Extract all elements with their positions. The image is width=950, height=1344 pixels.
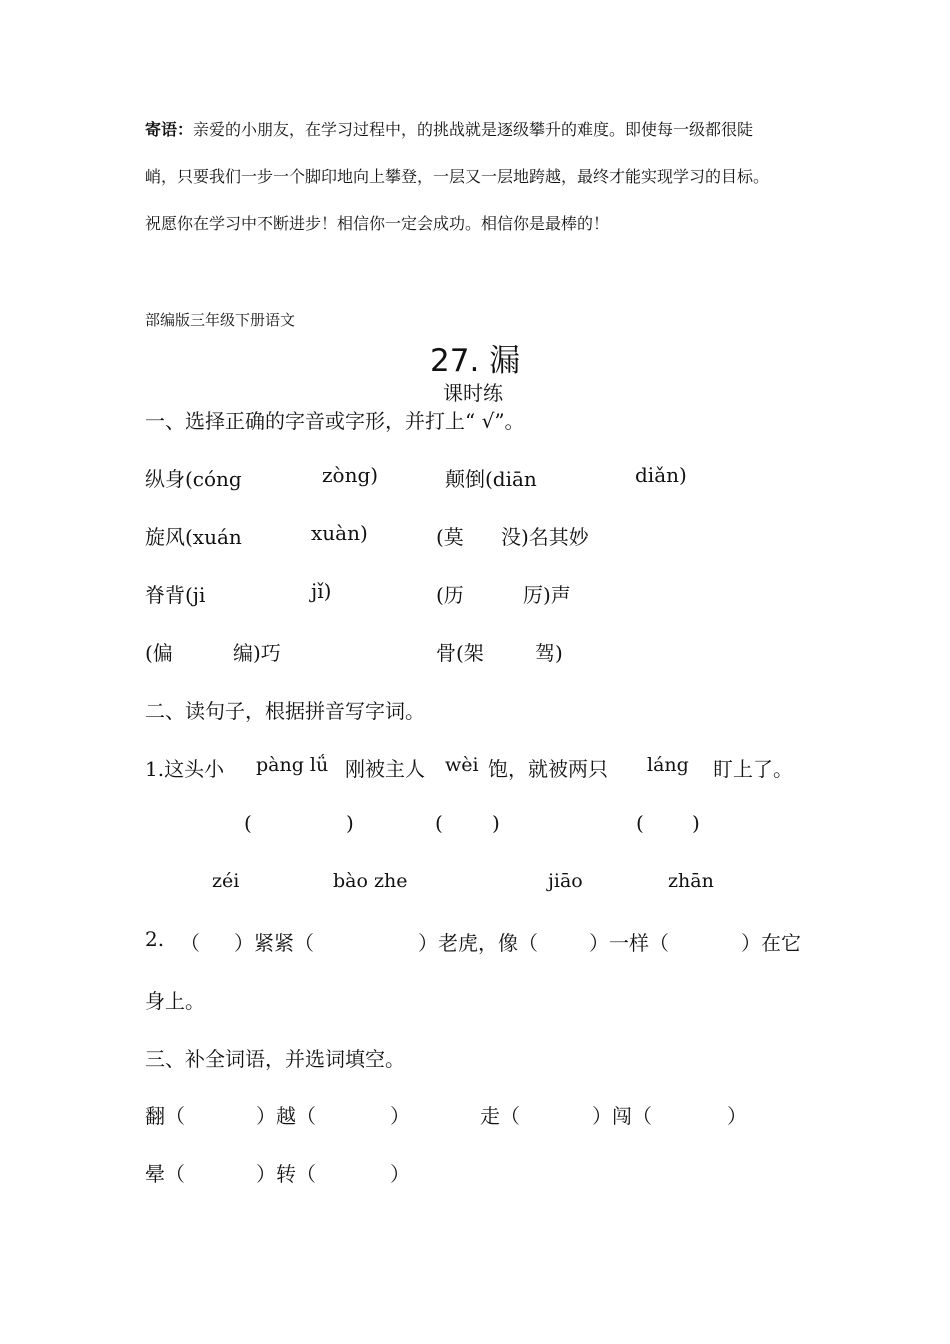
intro-line-2: 峭，只要我们一步一个脚印地向上攀登，一层又一层地跨越，最终才能实现学习的目标。 — [145, 167, 770, 186]
s1-r3-a: 脊背(ji — [145, 583, 206, 607]
s1-r3-d: 厉)声 — [523, 583, 571, 607]
s1-r1-b: zòng) — [322, 463, 379, 487]
s2-pinyin-jiao: jiāo — [548, 870, 583, 892]
answer-paren-open: ( — [435, 811, 443, 835]
s3-word2-c: ） — [727, 1104, 747, 1128]
answer-paren-close: ) — [346, 811, 354, 835]
s2-pinyin-baozhe: bào zhe — [333, 870, 408, 892]
s2-sentence1-g: 盯上了。 — [713, 757, 793, 781]
s2-pinyin-zei: zéi — [212, 870, 240, 892]
s3-word3-b: ）转（ — [256, 1162, 316, 1186]
s2-sentence2-g: 身上。 — [145, 989, 205, 1013]
s2-sentence1-e: 饱，就被两只 — [488, 757, 608, 781]
s1-r2-c: (莫 — [436, 525, 464, 549]
s1-r2-a: 旋风(xuán — [145, 525, 242, 549]
answer-paren-open: ( — [636, 811, 644, 835]
s2-sentence2-b: （ — [180, 931, 200, 955]
s3-word1-b: ）越（ — [256, 1104, 316, 1128]
s1-r4-a: (偏 — [145, 641, 173, 665]
s2-sentence2-d: ）老虎，像（ — [418, 931, 538, 955]
page-subtitle: 课时练 — [443, 381, 503, 405]
s2-pinyin-wei: wèi — [445, 754, 479, 776]
s1-r4-b: 编)巧 — [233, 641, 281, 665]
section1-heading: 一、选择正确的字音或字形，并打上“ √”。 — [145, 409, 525, 433]
s1-r1-c: 颠倒(diān — [445, 467, 537, 491]
s2-pinyin-zhan: zhān — [668, 870, 714, 892]
section3-heading: 三、补全词语，并选词填空。 — [145, 1047, 405, 1071]
s2-sentence2-a: 2. — [145, 927, 165, 951]
s1-r2-d: 没)名其妙 — [501, 525, 589, 549]
section2-heading: 二、读句子，根据拼音写字词。 — [145, 699, 425, 723]
s2-pinyin-panglv: pàng lǘ — [256, 754, 329, 776]
page-title: 27. 漏 — [430, 343, 521, 379]
s2-pinyin-lang: láng — [647, 754, 689, 776]
s3-word1-c: ） — [390, 1104, 410, 1128]
s1-r4-d: 驾) — [535, 641, 563, 665]
s1-r1-a: 纵身(cóng — [145, 467, 242, 491]
intro-line-1: 寄语：亲爱的小朋友，在学习过程中，的挑战就是逐级攀升的难度。即使每一级都很陡 — [145, 120, 754, 139]
answer-paren-close: ) — [492, 811, 500, 835]
s3-word2-a: 走（ — [480, 1104, 520, 1128]
edition-label: 部编版三年级下册语文 — [145, 311, 296, 329]
s1-r2-b: xuàn) — [311, 521, 368, 545]
s1-r3-b: jǐ) — [311, 579, 332, 603]
s2-sentence2-e: ）一样（ — [589, 931, 669, 955]
answer-paren-open: ( — [244, 811, 252, 835]
s2-sentence2-c: ）紧紧（ — [234, 931, 314, 955]
s1-r3-c: (历 — [436, 583, 464, 607]
s3-word1-a: 翻（ — [145, 1104, 185, 1128]
s3-word3-a: 晕（ — [145, 1162, 185, 1186]
s1-r1-d: diǎn) — [635, 463, 687, 487]
s3-word3-c: ） — [390, 1162, 410, 1186]
s3-word2-b: ）闯（ — [592, 1104, 652, 1128]
s2-sentence2-f: ）在它 — [741, 931, 801, 955]
s2-sentence1-a: 1.这头小 — [145, 757, 225, 781]
s2-sentence1-c: 刚被主人 — [345, 757, 425, 781]
intro-label: 寄语： — [145, 120, 194, 139]
intro-line-3: 祝愿你在学习中不断进步！相信你一定会成功。相信你是最棒的！ — [145, 214, 610, 233]
s1-r4-c: 骨(架 — [436, 641, 484, 665]
answer-paren-close: ) — [692, 811, 700, 835]
